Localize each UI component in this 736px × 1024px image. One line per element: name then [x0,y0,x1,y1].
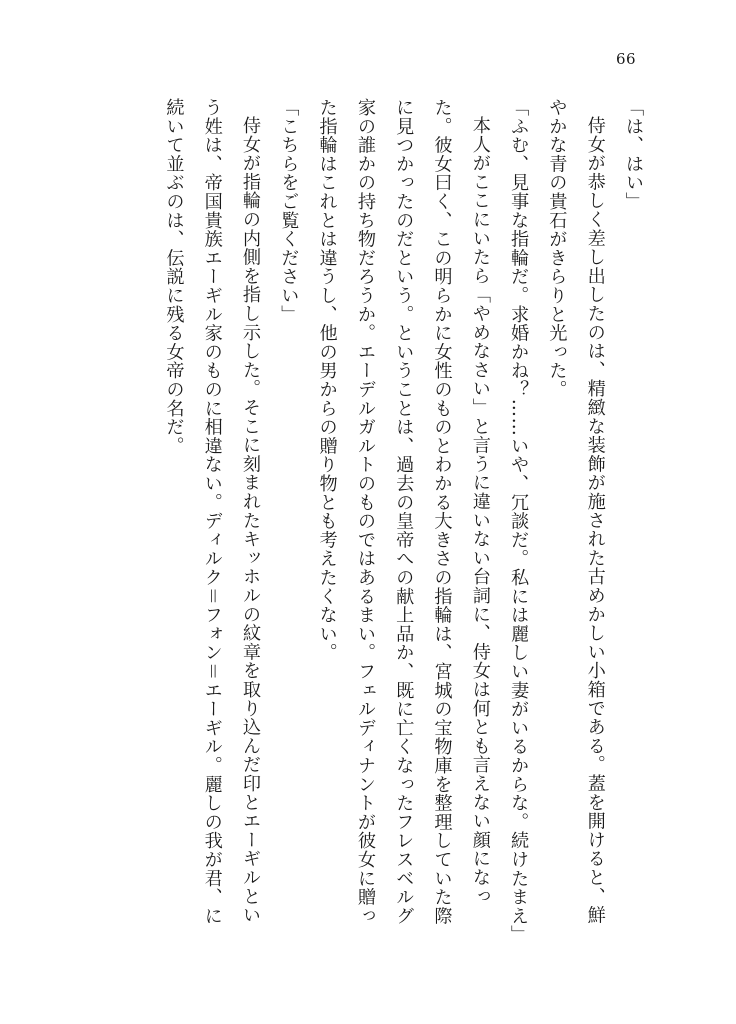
paragraph-narration-origin: 本人がここにいたら「やめなさい」と言うに違いない台詞に、侍女は何とも言えない顔になった。彼女曰く、この明らかに女性のものとわかる大きさの指輪は、宮城の宝物庫を整理していた際に見つかったのだという。ということは、過去の皇帝への献上品か、既に亡くなったフレスベルグ家の誰かの持ち物だろうか。エーデルガルトのものではあるまい。フェルディナントが彼女に贈った指輪はこれとは違うし、他の男からの贈り物とも考えたくない。 [316,98,491,926]
paragraph-dialogue-ring: 「ふむ、見事な指輪だ。求婚かね？……いや、冗談だ。私には麗しい妻がいるからな。続けたまえ」 [508,98,530,944]
paragraph-narration-box: 侍女が恭しく差し出したのは、精緻な装飾が施された古めかしい小箱である。蓋を開けると、鮮やかな青の貴石がきらりと光った。 [546,98,606,925]
novel-text-body [72,98,652,944]
page-number: 66 [616,50,637,68]
paragraph-dialogue-hai: 「は、はい」 [623,98,644,211]
paragraph-dialogue-look: 「こちらをご覧ください」 [278,98,300,324]
paragraph-narration-inscription: 侍女が指輪の内側を指し示した。そこに刻まれたキッホルの紋章を取り込んだ印とエーギルという姓は、帝国貴族エーギル家のものに相違ない。ディルク＝フォン＝エーギル。麗しの我が君、に続いて並ぶのは、伝説に残る女帝の名だ。 [163,98,262,926]
